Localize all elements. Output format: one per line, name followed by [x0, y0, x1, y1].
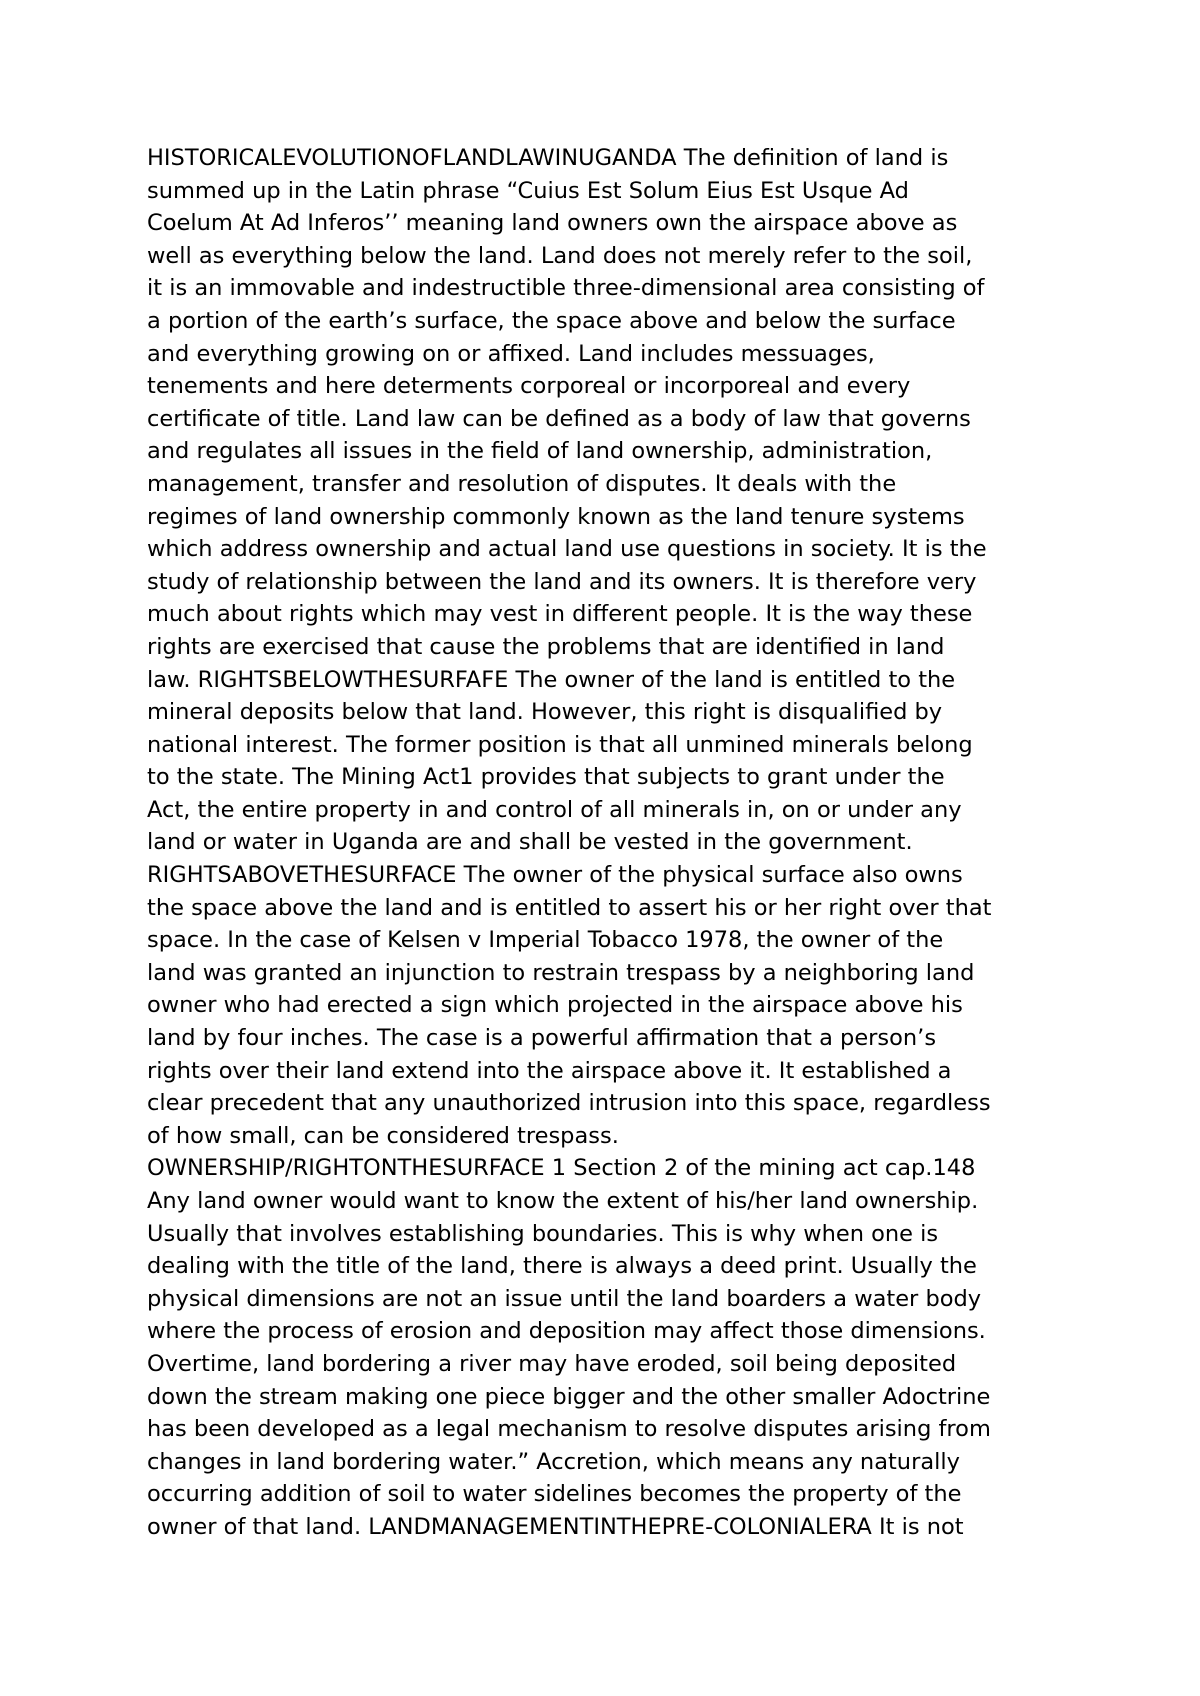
text-line: certificate of title. Land law can be defined as a body of law that governs	[147, 405, 971, 432]
text-line: owner who had erected a sign which projected in the airspace above his	[147, 992, 963, 1019]
text-line: national interest. The former position is that all unmined minerals belong	[147, 731, 973, 758]
text-line: clear precedent that any unauthorized intrusion into this space, regardless	[147, 1090, 991, 1117]
text-line: changes in land bordering water.” Accretion, which means any naturally	[147, 1448, 960, 1475]
text-line: and regulates all issues in the field of land ownership, administration,	[147, 438, 933, 465]
text-line: space. In the case of Kelsen v Imperial Tobacco 1978, the owner of the	[147, 927, 944, 954]
paragraph-land-definition	[147, 142, 1077, 1152]
text-line: much about rights which may vest in different people. It is the way these	[147, 601, 973, 628]
text-line: and everything growing on or affixed. Land includes messuages,	[147, 340, 875, 367]
text-line: occurring addition of soil to water sidelines becomes the property of the	[147, 1481, 962, 1508]
text-line: of how small, can be considered trespass.	[147, 1122, 619, 1149]
text-line: dealing with the title of the land, there is always a deed print. Usually the	[147, 1253, 977, 1280]
text-line: HISTORICALEVOLUTIONOFLANDLAWINUGANDA The definition of land is	[147, 145, 949, 171]
text-line: Usually that involves establishing boundaries. This is why when one is	[147, 1220, 939, 1247]
text-line: land by four inches. The case is a powerful affirmation that a person’s	[147, 1025, 937, 1052]
text-line: Act, the entire property in and control of all minerals in, on or under any	[147, 796, 962, 823]
text-line: summed up in the Latin phrase “Cuius Est Solum Eius Est Usque Ad	[147, 177, 909, 204]
text-line: a portion of the earth’s surface, the space above and below the surface	[147, 307, 956, 334]
text-line: study of relationship between the land and its owners. It is therefore very	[147, 568, 977, 595]
text-line: it is an immovable and indestructible three-dimensional area consisting of	[147, 275, 985, 302]
text-line: to the state. The Mining Act1 provides that subjects to grant under the	[147, 764, 945, 791]
text-line: where the process of erosion and deposition may affect those dimensions.	[147, 1318, 986, 1345]
document-body	[147, 142, 1077, 1544]
text-line: well as everything below the land. Land does not merely refer to the soil,	[147, 242, 973, 269]
text-line: land was granted an injunction to restrain trespass by a neighboring land	[147, 959, 975, 986]
text-line: rights over their land extend into the airspace above it. It established a	[147, 1057, 952, 1084]
text-line: rights are exercised that cause the problems that are identified in land	[147, 633, 945, 660]
text-line: regimes of land ownership commonly known as the land tenure systems	[147, 503, 965, 530]
text-line: Coelum At Ad Inferos’’ meaning land owners own the airspace above as	[147, 210, 958, 237]
text-line: which address ownership and actual land use questions in society. It is the	[147, 536, 987, 563]
text-line: law. RIGHTSBELOWTHESURFAFE The owner of the land is entitled to the	[147, 666, 956, 693]
text-line: down the stream making one piece bigger and the other smaller Adoctrine	[147, 1383, 991, 1410]
paragraph-surface-ownership	[147, 1152, 1077, 1543]
text-line: OWNERSHIP/RIGHTONTHESURFACE 1 Section 2 of the mining act cap.148	[147, 1155, 976, 1182]
text-line: physical dimensions are not an issue until the land boarders a water body	[147, 1285, 982, 1312]
text-line: Any land owner would want to know the extent of his/her land ownership.	[147, 1188, 979, 1214]
text-line: RIGHTSABOVETHESURFACE The owner of the physical surface also owns	[147, 862, 963, 889]
text-line: owner of that land. LANDMANAGEMENTINTHEPRE-COLONIALERA It is not	[147, 1513, 964, 1540]
text-line: land or water in Uganda are and shall be vested in the government.	[147, 829, 913, 856]
text-line: mineral deposits below that land. However, this right is disqualified by	[147, 699, 943, 726]
text-line: has been developed as a legal mechanism to resolve disputes arising from	[147, 1416, 991, 1443]
text-line: the space above the land and is entitled to assert his or her right over that	[147, 894, 992, 921]
text-line: tenements and here determents corporeal or incorporeal and every	[147, 373, 911, 400]
text-line: Overtime, land bordering a river may have eroded, soil being deposited	[147, 1350, 957, 1377]
text-line: management, transfer and resolution of disputes. It deals with the	[147, 470, 897, 497]
